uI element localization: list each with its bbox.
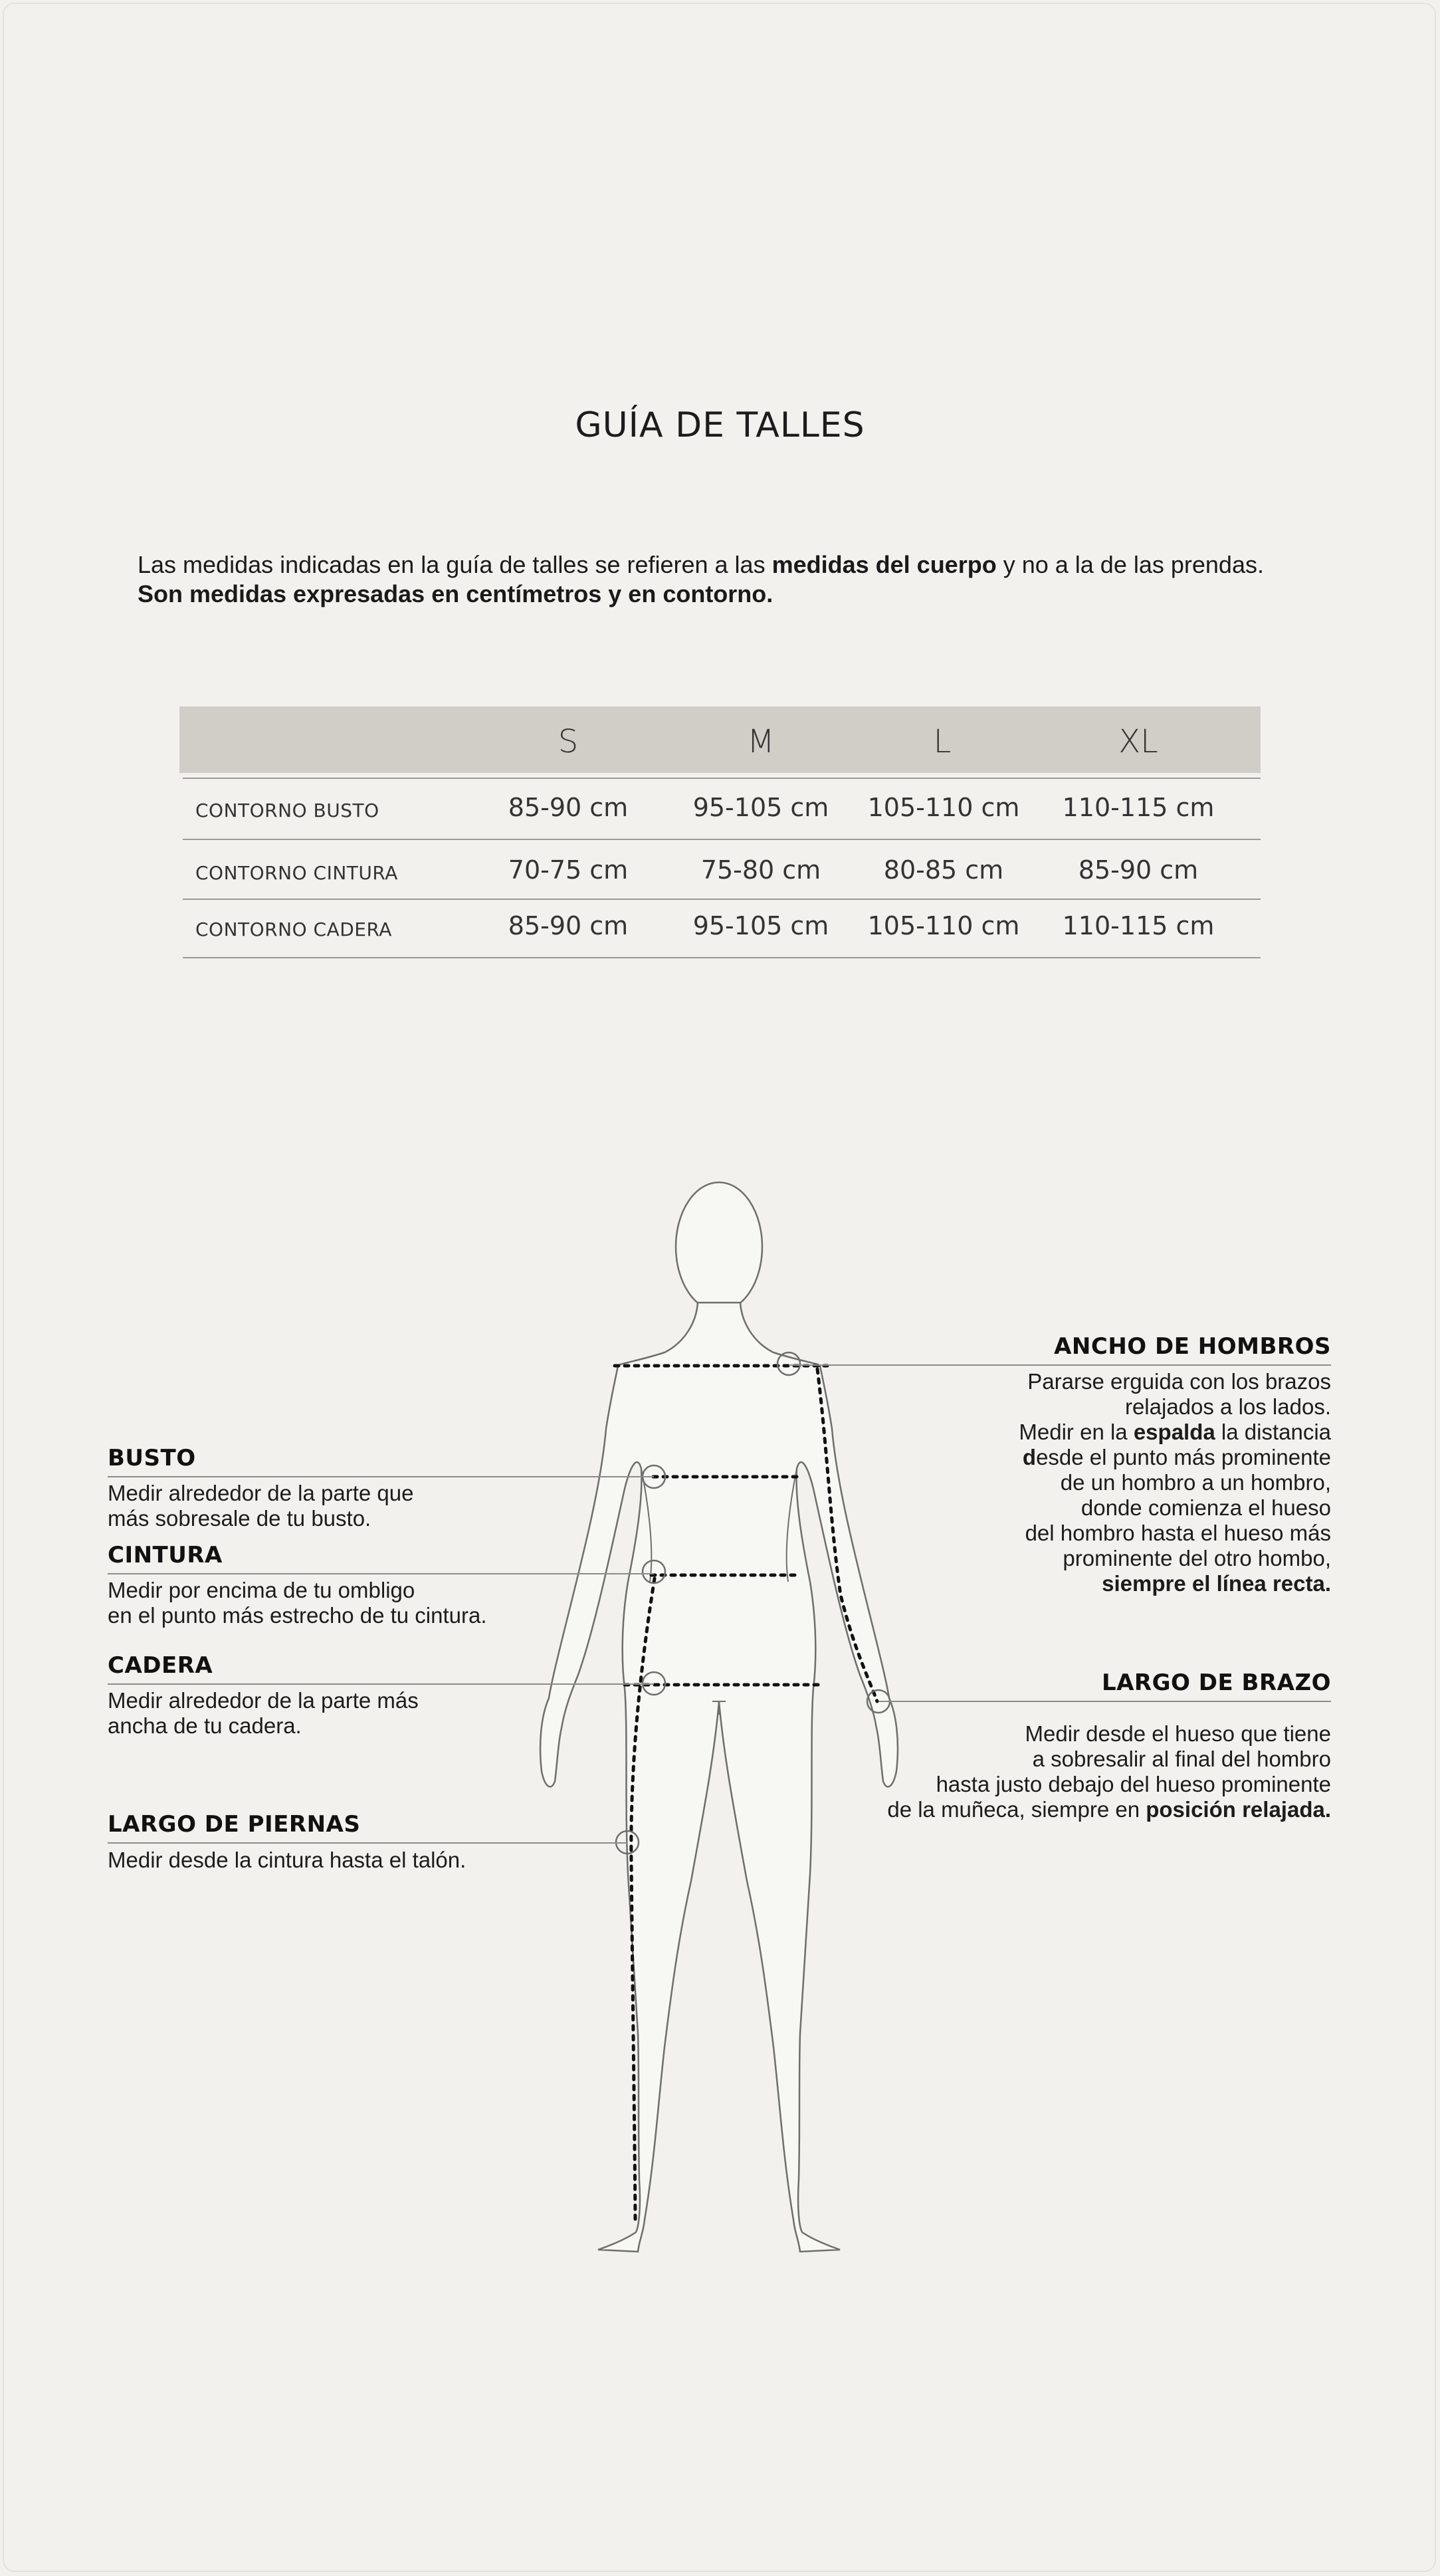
desc-line: de la muñeca, siempre en	[887, 1797, 1146, 1822]
hombros-description	[733, 1369, 1331, 1596]
intro-text-part: Las medidas indicadas en la guía de talles se refieren a las	[138, 551, 772, 578]
size-header-xl: XL	[1118, 723, 1158, 760]
desc-line: Medir desde el hueso que tiene	[1025, 1721, 1331, 1746]
desc-line: la distancia	[1215, 1420, 1331, 1444]
table-cell: 105-110 cm	[867, 911, 1020, 940]
table-cell: 80-85 cm	[883, 855, 1004, 885]
desc-line: Medir por encima de tu ombligo	[108, 1578, 415, 1602]
table-cell: 110-115 cm	[1062, 793, 1215, 822]
desc-line: donde comienza el hueso	[1080, 1495, 1331, 1520]
desc-line: Pararse erguida con los brazos	[1027, 1369, 1331, 1394]
desc-emphasis: posición relajada.	[1146, 1797, 1331, 1822]
desc-emphasis: d	[1022, 1445, 1037, 1469]
size-header-l: L	[933, 723, 952, 760]
desc-line: a sobresalir al final del hombro	[1032, 1747, 1331, 1771]
size-header-s: S	[558, 723, 579, 760]
table-cell: 85-90 cm	[508, 793, 629, 822]
cadera-description	[108, 1688, 419, 1739]
cintura-heading: CINTURA	[108, 1542, 223, 1568]
table-cell: 95-105 cm	[692, 793, 829, 822]
brazo-heading: LARGO DE BRAZO	[1101, 1669, 1331, 1696]
size-header-m: M	[747, 723, 775, 760]
desc-line: Medir alrededor de la parte que	[108, 1481, 414, 1505]
table-cell: 85-90 cm	[1078, 855, 1199, 885]
desc-line: Medir en la	[1019, 1420, 1134, 1444]
table-cell: 85-90 cm	[508, 911, 629, 940]
hombros-leader-line	[789, 1364, 1331, 1366]
page-title: GUÍA DE TALLES	[575, 405, 865, 445]
desc-line: del hombro hasta el hueso más	[1025, 1521, 1331, 1545]
row-label-cintura: CONTORNO CINTURA	[195, 862, 398, 884]
hombros-heading: ANCHO DE HOMBROS	[1054, 1333, 1331, 1360]
table-cell: 110-115 cm	[1062, 911, 1215, 940]
table-cell: 75-80 cm	[700, 855, 821, 885]
desc-emphasis: siempre el línea recta.	[1102, 1571, 1331, 1596]
row-label-cadera: CONTORNO CADERA	[195, 918, 392, 940]
table-cell: 70-75 cm	[508, 855, 629, 885]
desc-emphasis: espalda	[1133, 1420, 1215, 1444]
desc-line: relajados a los lados.	[1124, 1394, 1331, 1419]
busto-leader-line	[108, 1476, 654, 1477]
desc-line: de un hombro a un hombro,	[1060, 1470, 1331, 1495]
cintura-description	[108, 1578, 487, 1628]
desc-line: esde el punto más prominente	[1036, 1445, 1331, 1469]
cadera-heading: CADERA	[108, 1652, 213, 1679]
cadera-leader-line	[108, 1683, 654, 1685]
intro-text-emphasis: Son medidas expresadas en centímetros y en contorno.	[138, 580, 773, 607]
piernas-heading: LARGO DE PIERNAS	[108, 1811, 361, 1838]
intro-text-part: y no a la de las prendas.	[996, 551, 1264, 578]
figure-head	[676, 1182, 762, 1311]
busto-description	[108, 1481, 413, 1531]
desc-line: Medir desde la cintura hasta el talón.	[108, 1848, 466, 1872]
brazo-description	[733, 1721, 1331, 1822]
desc-line: más sobresale de tu busto.	[108, 1506, 371, 1531]
busto-heading: BUSTO	[108, 1445, 196, 1471]
desc-line: en el punto más estrecho de tu cintura.	[108, 1603, 487, 1628]
table-cell: 95-105 cm	[692, 911, 829, 940]
piernas-leader-line	[108, 1842, 627, 1844]
brazo-leader-line	[878, 1701, 1331, 1702]
desc-line: Medir alrededor de la parte más	[108, 1688, 419, 1713]
intro-text-emphasis: medidas del cuerpo	[771, 551, 997, 578]
table-cell: 105-110 cm	[867, 793, 1020, 822]
desc-line: ancha de tu cadera.	[108, 1713, 302, 1738]
row-label-busto: CONTORNO BUSTO	[195, 800, 379, 821]
cintura-leader-line	[108, 1573, 654, 1574]
piernas-description	[108, 1848, 466, 1873]
desc-line: hasta justo debajo del hueso prominente	[936, 1772, 1331, 1796]
desc-line: prominente del otro hombo,	[1063, 1546, 1331, 1570]
